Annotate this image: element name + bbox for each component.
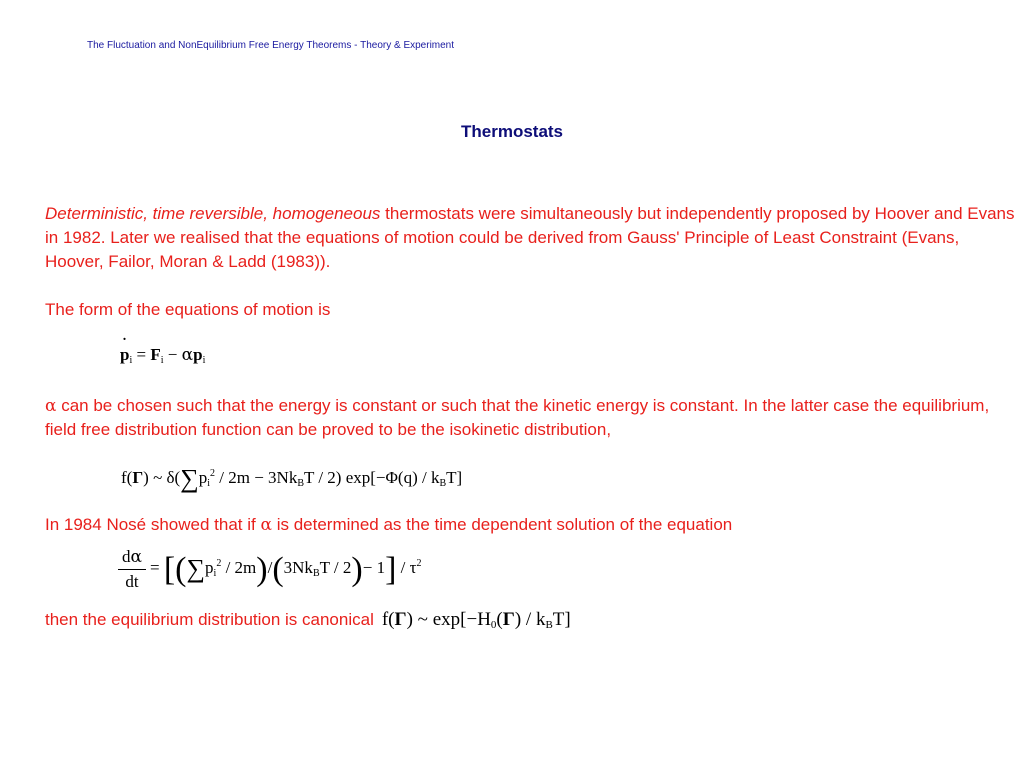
italic-emphasis: Deterministic, time reversible, homogeneous xyxy=(45,204,381,223)
alpha-symbol: α xyxy=(45,396,57,416)
paragraph-text: thermostats were simultaneously but independently proposed by Hoover and Evans in 1982. Later we realised that the equations of motion could be derived from Gauss' Principle of Least Constraint (Evans, Hoover, Failor, Moran & Ladd (1983)). xyxy=(45,204,1015,271)
paragraph-canonical xyxy=(45,608,571,637)
paragraph-nose xyxy=(45,513,732,537)
paragraph-text: then the equilibrium distribution is canonical xyxy=(45,610,374,629)
paragraph-text-end: is determined as the time dependent solution of the equation xyxy=(271,515,733,534)
alpha-symbol: α xyxy=(260,515,272,535)
paragraph-thermostats-intro xyxy=(45,202,1015,274)
canonical-distribution-equation: f(Γ) ~ $\exp[-H_0(\Gamma) / k_BT]$ xyxy=(381,609,571,631)
paragraph-equations-of-motion: The form of the equations of motion is xyxy=(45,300,331,319)
slide-title: Thermostats xyxy=(460,122,564,141)
paragraph-alpha-choice xyxy=(45,394,1015,442)
paragraph-text: can be chosen such that the energy is constant or such that the kinetic energy is constant. In the latter case the equilibrium, field free distribution function can be proved to be the isokinetic distribution, xyxy=(45,396,990,439)
slide-header: The Fluctuation and NonEquilibrium Free Energy Theorems - Theory & Experiment xyxy=(87,40,455,51)
equation-of-motion: ˙ $p_i = F_i - \alpha p_i$ xyxy=(120,346,205,366)
isokinetic-distribution-equation: f(Γ) ~ $\delta(\sum p_i^2 / 2m - 3Nk_BT / 2)$ $\exp[-\Phi(q) / k_BT]$ xyxy=(121,464,463,493)
nose-equation: $\frac{d\alpha}{dt}$ = $[(\sum p_i^2 / 2m)/(3Nk_BT / 2)- 1] / \tau^2$ xyxy=(118,548,421,590)
paragraph-text-start: In 1984 Nosé showed that if xyxy=(45,515,261,534)
